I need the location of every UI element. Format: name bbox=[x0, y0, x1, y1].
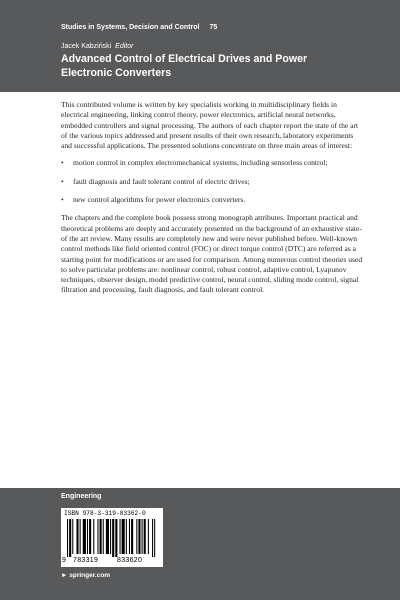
list-item bbox=[61, 158, 366, 168]
subject-category: Engineering bbox=[61, 493, 102, 500]
barcode-bar bbox=[83, 519, 86, 554]
barcode-bar bbox=[76, 519, 78, 554]
book-title: Advanced Control of Electrical Drives and Power Electronic Converters bbox=[61, 53, 308, 79]
barcode-group-2: 833620 bbox=[117, 557, 143, 564]
barcode-bar bbox=[126, 519, 127, 554]
isbn-text: ISBN 978-3-319-83362-0 bbox=[64, 510, 146, 517]
editor-name: Jacek Kabziński bbox=[61, 43, 112, 50]
bullet-icon: • bbox=[61, 195, 64, 205]
barcode-bar bbox=[67, 519, 68, 557]
bottom-band bbox=[0, 488, 400, 600]
barcode-bar bbox=[142, 519, 143, 554]
barcode-bar bbox=[103, 519, 104, 554]
barcode-bar bbox=[129, 519, 130, 554]
barcode-bar bbox=[80, 519, 81, 554]
barcode-bar bbox=[138, 519, 140, 554]
barcode-bar bbox=[115, 519, 117, 557]
barcode-bar bbox=[112, 519, 114, 557]
barcode-bar bbox=[122, 519, 125, 554]
editor-line bbox=[61, 43, 133, 50]
barcode-bar bbox=[100, 519, 102, 554]
barcode-bar bbox=[110, 519, 111, 554]
barcode-bar bbox=[97, 519, 98, 554]
series-title bbox=[61, 24, 217, 31]
barcode-bar bbox=[136, 519, 137, 554]
barcode bbox=[61, 508, 163, 567]
list-item bbox=[61, 177, 366, 187]
barcode-bar bbox=[69, 519, 71, 557]
barcode-bar bbox=[144, 519, 146, 554]
series-volume: 75 bbox=[209, 24, 218, 31]
bullet-icon: • bbox=[61, 176, 64, 186]
barcode-bar bbox=[72, 519, 73, 554]
bullet-text: new control algorithms for power electronics converters. bbox=[73, 195, 246, 205]
barcode-bar bbox=[87, 519, 88, 554]
barcode-bar bbox=[93, 519, 94, 554]
website-url: springer.com bbox=[69, 572, 111, 579]
website-link[interactable] bbox=[61, 572, 110, 579]
description-closing: The chapters and the complete book possess strong monograph attributes. Important practical and theoretical problems are deeply and accurately presented on the background of an exhaustive state-of the art review. Many results are completely new and were never published before. Well-known control methods like field oriented control (FOC) or direct torque control (DTC) are referred as a starting point for modifications or are used for comparison. Among numerous control theories used to solve particular problems are: nonlinear control, robust control, adaptive control, Lyapunov techniques, observer design, model predictive control, neural control, sliding mode control, signal filtration and processing, fault diagnosis, and fault tolerant control. bbox=[61, 213, 363, 295]
barcode-bar bbox=[131, 519, 133, 554]
bullet-list bbox=[61, 158, 366, 205]
arrow-icon: ► bbox=[61, 572, 68, 579]
book-description bbox=[61, 100, 366, 296]
barcode-bar bbox=[120, 519, 121, 554]
series-name: Studies in Systems, Decision and Control bbox=[61, 24, 200, 31]
editor-role: Editor bbox=[115, 43, 134, 50]
barcode-bar bbox=[154, 519, 155, 557]
bullet-text: motion control in complex electromechanical systems, including sensorless control; bbox=[73, 158, 328, 168]
bullet-icon: • bbox=[61, 158, 64, 168]
barcode-bar bbox=[89, 519, 91, 554]
bullet-text: fault diagnosis and fault tolerant control of electric drives; bbox=[73, 176, 250, 186]
barcode-bar bbox=[106, 519, 109, 554]
barcode-bars bbox=[67, 519, 159, 557]
barcode-group-1: 783319 bbox=[73, 557, 99, 564]
description-intro: This contributed volume is written by key specialists working in multidisciplinary fields in electrical engineering, linking control theory, power electronics, artificial neural networks, embedded controllers and signal processing. The authors of each chapter report the state of the art of the various topics addressed and present results of their own research, laboratory experiments and successful applications. The presented solutions concentrate on three main areas of interest: bbox=[61, 100, 359, 151]
barcode-bar bbox=[152, 519, 153, 557]
barcode-lead-digit: 9 bbox=[62, 557, 67, 564]
list-item bbox=[61, 195, 366, 205]
barcode-bar bbox=[148, 519, 149, 554]
